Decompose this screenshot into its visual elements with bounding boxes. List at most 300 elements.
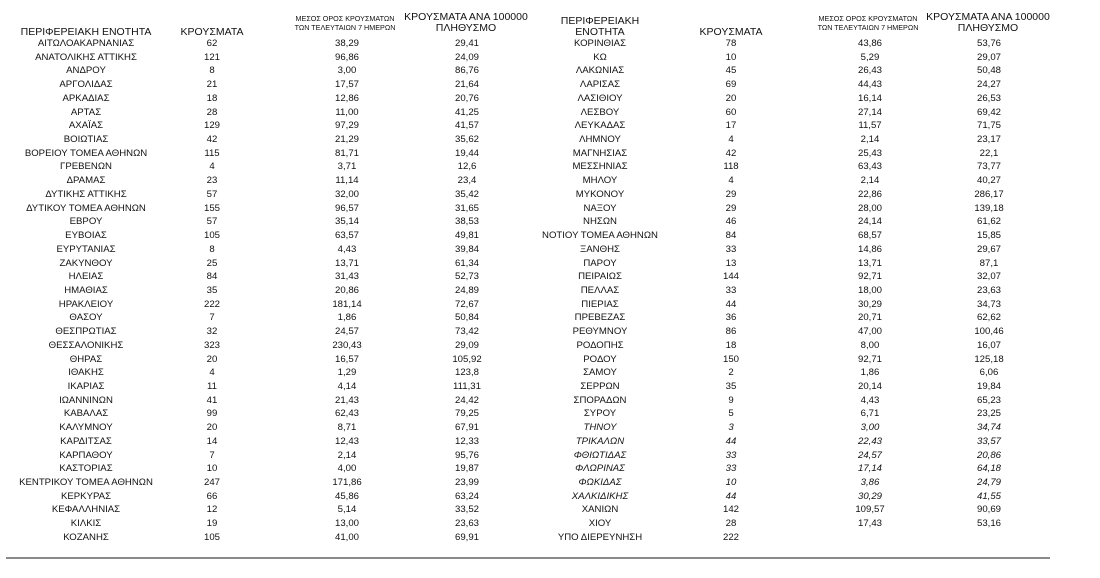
cell-region: ΝΟΤΙΟΥ ΤΟΜΕΑ ΑΘΗΝΩΝ	[542, 230, 658, 242]
cell-region: ΠΕΙΡΑΙΩΣ	[578, 271, 622, 283]
cell-region: ΡΟΔΟΥ	[583, 353, 617, 365]
cell-region: ΠΕΛΛΑΣ	[580, 284, 620, 296]
table-row	[0, 284, 535, 298]
cell-per100k: 105,92	[452, 353, 482, 365]
table-row	[0, 270, 535, 284]
table-row	[535, 449, 1055, 463]
cell-per100k: 100,46	[974, 326, 1004, 338]
cell-avg7: 92,71	[857, 353, 882, 365]
cell-cases: 7	[209, 312, 215, 324]
cell-avg7: 16,57	[334, 353, 359, 365]
cell-per100k: 32,07	[976, 271, 1001, 283]
header-avg7	[793, 8, 943, 38]
cell-region: ΑΡΚΑΔΙΑΣ	[62, 92, 110, 104]
cell-avg7: 20,86	[334, 284, 359, 296]
table-row	[0, 243, 535, 257]
left-table-rows	[0, 37, 535, 545]
cell-per100k: 21,64	[454, 79, 479, 91]
table-row	[0, 160, 535, 174]
cell-cases: 66	[206, 490, 218, 502]
cell-region: ΤΗΝΟΥ	[583, 422, 617, 434]
table-row	[0, 531, 535, 545]
cell-avg7: 96,57	[334, 202, 359, 214]
table-row	[0, 380, 535, 394]
cell-avg7: 28,00	[857, 202, 882, 214]
cell-region: ΙΘΑΚΗΣ	[68, 367, 104, 379]
cell-per100k: 20,86	[976, 449, 1001, 461]
cell-per100k: 63,24	[454, 490, 479, 502]
cell-avg7: 31,43	[334, 271, 359, 283]
cell-avg7: 4,43	[337, 243, 357, 255]
cell-cases: 32	[206, 326, 218, 338]
table-row	[0, 147, 535, 161]
cell-per100k: 139,18	[974, 202, 1004, 214]
cell-cases: 46	[725, 216, 737, 228]
table-row	[0, 490, 535, 504]
cell-avg7: 3,86	[860, 477, 880, 488]
cell-cases: 84	[206, 271, 218, 283]
cell-per100k: 62,62	[976, 312, 1001, 324]
cell-avg7: 35,14	[334, 216, 359, 228]
cell-region: ΑΧΑΪΑΣ	[68, 120, 104, 132]
cell-avg7: 96,86	[334, 51, 359, 63]
cell-cases: 4	[209, 161, 215, 173]
cell-cases: 118	[723, 161, 739, 173]
cell-cases: 5	[728, 408, 734, 420]
cell-region: ΤΡΙΚΑΛΩΝ	[575, 435, 625, 447]
cell-cases: 247	[203, 477, 220, 488]
table-row	[535, 298, 1055, 312]
cell-cases: 57	[206, 188, 218, 200]
table-row	[0, 78, 535, 92]
header-per100k-line2: ΠΛΗΘΥΣΜΟ	[435, 22, 497, 34]
cell-avg7: 4,14	[337, 380, 357, 392]
cell-region: ΒΟΙΩΤΙΑΣ	[63, 134, 109, 146]
header-avg7-line1: ΜΕΣΟΣ ΟΡΟΣ ΚΡΟΥΣΜΑΤΩΝ	[818, 14, 918, 23]
cell-avg7: 45,86	[334, 490, 359, 502]
cell-per100k: 24,89	[454, 284, 479, 296]
cell-cases: 10	[725, 477, 737, 488]
cell-region: ΛΑΡΙΣΑΣ	[579, 79, 621, 91]
cell-avg7: 109,57	[855, 504, 885, 516]
cell-per100k: 23,63	[976, 284, 1001, 296]
table-row	[535, 202, 1055, 216]
cell-region: ΛΑΣΙΘΙΟΥ	[577, 92, 623, 104]
table-row	[535, 517, 1055, 531]
cell-per100k: 23,17	[976, 134, 1001, 146]
cell-cases: 35	[206, 284, 218, 296]
table-row	[535, 380, 1055, 394]
cell-avg7: 3,00	[860, 422, 880, 434]
cell-per100k: 20,76	[454, 92, 479, 104]
table-row	[535, 78, 1055, 92]
cell-region: ΣΥΡΟΥ	[583, 408, 617, 420]
cell-cases: 33	[725, 243, 737, 255]
cell-per100k: 53,76	[976, 38, 1001, 49]
cell-region: ΔΡΑΜΑΣ	[66, 175, 106, 187]
cell-region: ΗΡΑΚΛΕΙΟΥ	[58, 298, 114, 310]
cell-region: ΡΕΘΥΜΝΟΥ	[572, 326, 628, 338]
cell-region: ΑΝΔΡΟΥ	[66, 65, 106, 77]
cell-avg7: 62,43	[334, 408, 359, 420]
cell-per100k: 24,09	[454, 51, 479, 63]
cell-region: ΛΗΜΝΟΥ	[579, 134, 621, 146]
header-per100k-line1: ΚΡΟΥΣΜΑΤΑ ΑΝΑ 100000	[404, 11, 528, 23]
table-row	[535, 325, 1055, 339]
cell-cases: 86	[725, 326, 737, 338]
cell-avg7: 38,29	[334, 38, 359, 49]
cell-avg7: 11,57	[858, 120, 882, 132]
table-row	[0, 174, 535, 188]
cell-per100k: 38,53	[454, 216, 479, 228]
cell-per100k: 41,25	[454, 106, 479, 118]
table-row	[535, 407, 1055, 421]
cell-cases: 42	[206, 134, 218, 146]
cell-cases: 4	[728, 134, 734, 146]
cell-cases: 33	[725, 463, 737, 475]
table-row	[535, 174, 1055, 188]
table-row	[535, 243, 1055, 257]
table-row	[535, 531, 1055, 545]
cell-avg7: 68,57	[857, 230, 882, 242]
table-row	[535, 37, 1055, 51]
cell-cases: 23	[206, 175, 218, 187]
cell-cases: 10	[206, 463, 218, 475]
cell-cases: 29	[725, 188, 737, 200]
table-row	[535, 51, 1055, 65]
cell-cases: 18	[206, 92, 218, 104]
cell-region: ΧΙΟΥ	[588, 518, 612, 530]
cell-region: ΠΑΡΟΥ	[583, 257, 617, 269]
cell-cases: 33	[725, 449, 737, 461]
table-row	[0, 133, 535, 147]
cell-cases: 4	[209, 367, 215, 379]
cell-cases: 29	[725, 202, 737, 214]
cell-region: ΘΑΣΟΥ	[69, 312, 103, 324]
table-row	[535, 270, 1055, 284]
cell-cases: 84	[725, 230, 737, 242]
cell-avg7: 2,14	[337, 449, 357, 461]
cell-per100k: 19,87	[454, 463, 479, 475]
right-table-rows	[535, 37, 1055, 545]
cell-avg7: 4,43	[860, 394, 880, 406]
cell-per100k: 23,99	[454, 477, 479, 488]
cell-per100k: 111,31	[453, 380, 481, 392]
table-row	[0, 202, 535, 216]
header-avg7-line2: ΤΩΝ ΤΕΛΕΥΤΑΙΩΝ 7 ΗΜΕΡΩΝ	[294, 23, 396, 32]
cell-per100k: 33,52	[454, 504, 479, 516]
cell-cases: 69	[725, 79, 737, 91]
table-row	[0, 435, 535, 449]
cell-per100k: 15,85	[976, 230, 1001, 242]
table-row	[0, 517, 535, 531]
cell-avg7: 21,29	[334, 134, 359, 146]
cell-avg7: 181,14	[332, 298, 362, 310]
cell-avg7: 41,00	[334, 531, 359, 543]
table-row	[535, 160, 1055, 174]
header-avg7-line1: ΜΕΣΟΣ ΟΡΟΣ ΚΡΟΥΣΜΑΤΩΝ	[295, 14, 395, 23]
cell-region: ΛΕΣΒΟΥ	[580, 106, 620, 118]
cell-region: ΧΑΝΙΩΝ	[581, 504, 619, 516]
cell-cases: 33	[725, 284, 737, 296]
table-row	[535, 229, 1055, 243]
cell-cases: 18	[725, 339, 737, 351]
cell-region: ΦΩΚΙΔΑΣ	[578, 477, 622, 488]
cell-cases: 3	[728, 422, 734, 434]
cell-avg7: 43,86	[857, 38, 882, 49]
cell-per100k: 12,6	[457, 161, 477, 173]
cell-avg7: 2,14	[860, 175, 880, 187]
cell-cases: 105	[203, 531, 220, 543]
header-region: ΠΕΡΙΦΕΡΕΙΑΚΗ ΕΝΟΤΗΤΑ	[20, 26, 152, 38]
cell-cases: 13	[725, 257, 737, 269]
table-row	[0, 311, 535, 325]
cell-per100k: 61,34	[454, 257, 479, 269]
table-row	[535, 435, 1055, 449]
cell-region: ΥΠΟ ΔΙΕΡΕΥΝΗΣΗ	[557, 531, 643, 543]
cell-cases: 8	[209, 65, 215, 77]
table-row	[0, 229, 535, 243]
cell-cases: 57	[206, 216, 218, 228]
cell-per100k: 12,33	[454, 435, 479, 447]
cell-cases: 12	[206, 504, 218, 516]
cell-region: ΘΕΣΠΡΩΤΙΑΣ	[55, 326, 117, 338]
cell-per100k: 69,91	[454, 531, 479, 543]
cell-region: ΔΥΤΙΚΟΥ ΤΟΜΕΑ ΑΘΗΝΩΝ	[26, 202, 146, 214]
table-row	[535, 462, 1055, 476]
cell-avg7: 230,43	[332, 339, 362, 351]
cell-avg7: 13,71	[334, 257, 359, 269]
table-row	[0, 64, 535, 78]
cell-per100k: 123,8	[454, 367, 479, 379]
cell-cases: 28	[206, 106, 218, 118]
cell-per100k: 29,09	[454, 339, 479, 351]
header-region: ΠΕΡΙΦΕΡΕΙΑΚΗ ΕΝΟΤΗΤΑ	[560, 15, 640, 38]
cell-per100k: 19,44	[454, 147, 479, 159]
cell-avg7: 171,86	[332, 477, 362, 488]
cell-avg7: 6,71	[860, 408, 880, 420]
cell-region: ΦΛΩΡΙΝΑΣ	[575, 463, 625, 475]
cell-cases: 222	[722, 531, 739, 543]
table-row	[535, 311, 1055, 325]
cell-cases: 21	[206, 79, 218, 91]
cell-per100k: 79,25	[454, 408, 479, 420]
cell-per100k: 29,41	[454, 38, 479, 49]
cell-cases: 105	[203, 230, 220, 242]
cell-avg7: 8,71	[337, 422, 357, 434]
cell-cases: 44	[725, 490, 737, 502]
cell-per100k: 95,76	[454, 449, 479, 461]
cell-per100k: 73,42	[454, 326, 479, 338]
table-row	[535, 490, 1055, 504]
cell-region: ΦΘΙΩΤΙΔΑΣ	[573, 449, 627, 461]
cell-per100k: 90,69	[976, 504, 1001, 516]
cell-region: ΚΑΡΔΙΤΣΑΣ	[60, 435, 112, 447]
cell-region: ΜΑΓΝΗΣΙΑΣ	[572, 147, 628, 159]
cell-per100k: 33,57	[976, 435, 1001, 447]
cell-per100k: 64,18	[976, 463, 1001, 475]
cell-region: ΚΙΛΚΙΣ	[70, 518, 102, 530]
cell-cases: 20	[206, 353, 218, 365]
table-row	[535, 133, 1055, 147]
table-row	[0, 106, 535, 120]
table-row	[0, 215, 535, 229]
table-row	[535, 503, 1055, 517]
cell-per100k: 19,84	[976, 380, 1001, 392]
cell-cases: 28	[725, 518, 737, 530]
table-row	[0, 257, 535, 271]
cell-cases: 129	[203, 120, 220, 132]
cell-per100k: 40,27	[976, 175, 1001, 187]
cell-avg7: 12,86	[334, 92, 359, 104]
table-row	[535, 353, 1055, 367]
cell-region: ΘΗΡΑΣ	[69, 353, 103, 365]
cell-per100k: 31,65	[454, 202, 479, 214]
cell-cases: 8	[209, 243, 215, 255]
header-cases: ΚΡΟΥΣΜΑΤΑ	[699, 26, 763, 38]
cell-cases: 222	[203, 298, 220, 310]
table-row	[0, 37, 535, 51]
cell-region: ΜΥΚΟΝΟΥ	[575, 188, 625, 200]
cell-per100k: 61,62	[976, 216, 1001, 228]
cell-avg7: 13,71	[857, 257, 882, 269]
cell-region: ΖΑΚΥΝΘΟΥ	[59, 257, 113, 269]
cell-per100k: 87,1	[979, 257, 999, 269]
cell-per100k: 286,17	[974, 188, 1004, 200]
cell-region: ΛΕΥΚΑΔΑΣ	[574, 120, 626, 132]
cell-avg7: 30,29	[857, 490, 882, 502]
cell-cases: 41	[206, 394, 218, 406]
cell-region: ΠΙΕΡΙΑΣ	[581, 298, 619, 310]
header-per100k	[923, 8, 1053, 38]
cell-per100k: 23,63	[454, 518, 479, 530]
cell-avg7: 17,43	[857, 518, 882, 530]
cell-region: ΑΝΑΤΟΛΙΚΗΣ ΑΤΤΙΚΗΣ	[35, 51, 137, 63]
cell-cases: 25	[206, 257, 218, 269]
table-row	[535, 339, 1055, 353]
cell-avg7: 47,00	[857, 326, 882, 338]
cell-region: ΘΕΣΣΑΛΟΝΙΚΗΣ	[48, 339, 124, 351]
cell-region: ΡΟΔΟΠΗΣ	[576, 339, 624, 351]
cell-avg7: 22,43	[857, 435, 882, 447]
table-row	[0, 449, 535, 463]
table-row	[0, 503, 535, 517]
cell-per100k: 72,67	[454, 298, 479, 310]
cell-avg7: 1,86	[337, 312, 357, 324]
cell-region: ΚΟΡΙΝΘΙΑΣ	[573, 38, 627, 49]
cell-cases: 19	[206, 518, 218, 530]
table-row	[535, 366, 1055, 380]
cell-cases: 45	[725, 65, 737, 77]
table-row	[0, 462, 535, 476]
cell-region: ΚΑΒΑΛΑΣ	[63, 408, 109, 420]
cell-region: ΠΡΕΒΕΖΑΣ	[574, 312, 626, 324]
cell-region: ΗΛΕΙΑΣ	[68, 271, 104, 283]
table-row	[535, 215, 1055, 229]
cell-cases: 2	[728, 367, 734, 379]
cell-avg7: 44,43	[857, 79, 882, 91]
header-per100k-line2: ΠΛΗΘΥΣΜΟ	[957, 22, 1019, 34]
cell-cases: 115	[204, 147, 220, 159]
cell-per100k: 26,53	[976, 92, 1001, 104]
cell-cases: 44	[725, 435, 737, 447]
cell-region: ΜΗΛΟΥ	[582, 175, 618, 187]
cell-cases: 60	[725, 106, 737, 118]
cell-cases: 10	[725, 51, 737, 63]
cell-per100k: 34,73	[976, 298, 1001, 310]
table-row	[535, 476, 1055, 490]
cell-per100k: 29,07	[976, 51, 1001, 63]
cell-cases: 323	[203, 339, 220, 351]
cell-avg7: 17,14	[857, 463, 882, 475]
cell-cases: 4	[728, 175, 734, 187]
cell-region: ΙΩΑΝΝΙΝΩΝ	[59, 394, 113, 406]
cell-per100k: 50,84	[454, 312, 479, 324]
cell-region: ΝΑΞΟΥ	[583, 202, 617, 214]
cell-cases: 9	[728, 394, 734, 406]
cell-region: ΚΕΦΑΛΛΗΝΙΑΣ	[51, 504, 121, 516]
cell-cases: 121	[203, 51, 220, 63]
table-row	[535, 147, 1055, 161]
header-per100k	[402, 8, 530, 38]
cell-region: ΑΡΓΟΛΙΔΑΣ	[59, 79, 113, 91]
cell-cases: 44	[725, 298, 737, 310]
cell-avg7: 20,14	[857, 380, 882, 392]
cell-region: ΕΥΡΥΤΑΝΙΑΣ	[56, 243, 116, 255]
cell-region: ΣΑΜΟΥ	[583, 367, 617, 379]
table-row	[0, 339, 535, 353]
table-row	[0, 366, 535, 380]
cell-avg7: 14,86	[857, 243, 882, 255]
header-cases: ΚΡΟΥΣΜΑΤΑ	[180, 26, 244, 38]
table-row	[535, 284, 1055, 298]
table-row	[0, 51, 535, 65]
cell-avg7: 11,00	[335, 106, 359, 118]
cell-avg7: 16,14	[857, 92, 882, 104]
cell-region: ΣΕΡΡΩΝ	[580, 380, 620, 392]
cell-per100k: 52,73	[454, 271, 479, 283]
cell-avg7: 22,86	[857, 188, 882, 200]
cell-avg7: 12,43	[334, 435, 359, 447]
cell-avg7: 1,86	[860, 367, 880, 379]
cell-region: ΚΕΡΚΥΡΑΣ	[60, 490, 111, 502]
table-row	[0, 92, 535, 106]
cell-per100k: 39,84	[454, 243, 479, 255]
cell-cases: 78	[725, 38, 737, 49]
header-avg7-line2: ΤΩΝ ΤΕΛΕΥΤΑΙΩΝ 7 ΗΜΕΡΩΝ	[817, 23, 919, 32]
table-row	[0, 325, 535, 339]
cell-avg7: 24,57	[334, 326, 359, 338]
cell-cases: 36	[725, 312, 737, 324]
cell-cases: 11	[207, 380, 217, 392]
cell-region: ΝΗΣΩΝ	[583, 216, 617, 228]
cell-avg7: 20,71	[857, 312, 882, 324]
cell-per100k: 35,42	[454, 188, 479, 200]
cell-avg7: 21,43	[334, 394, 359, 406]
cell-cases: 14	[206, 435, 218, 447]
cell-per100k: 6,06	[979, 367, 999, 379]
cell-per100k: 34,74	[976, 422, 1001, 434]
cell-per100k: 35,62	[454, 134, 479, 146]
table-row	[0, 298, 535, 312]
cell-avg7: 63,43	[857, 161, 882, 173]
cell-avg7: 27,14	[857, 106, 882, 118]
cell-region: ΚΑΛΥΜΝΟΥ	[59, 422, 113, 434]
cell-region: ΛΑΚΩΝΙΑΣ	[575, 65, 625, 77]
cell-avg7: 1,29	[337, 367, 357, 379]
cell-per100k: 69,42	[976, 106, 1001, 118]
cell-cases: 62	[206, 38, 218, 49]
